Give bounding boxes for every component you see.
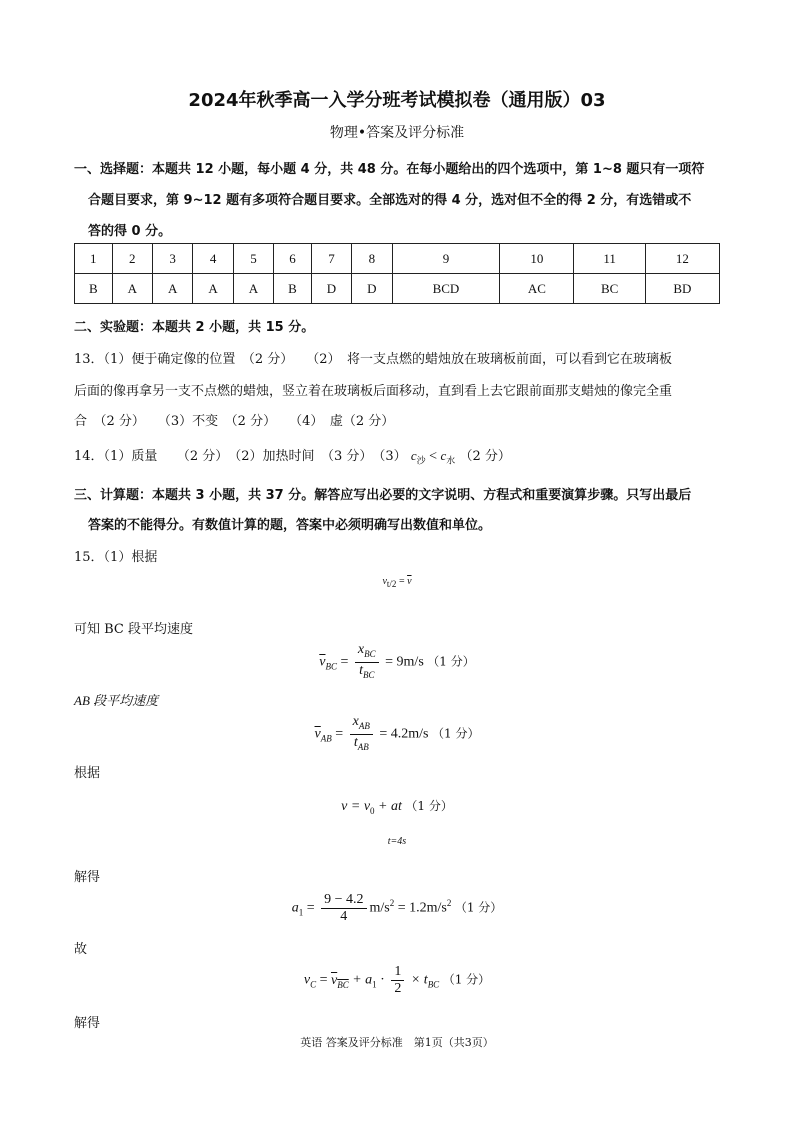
q14-sub1: 沙 <box>416 456 426 467</box>
table-cell: 1 <box>75 244 113 274</box>
eq1-lhs-sub: BC <box>325 661 337 672</box>
table-cell: AC <box>500 274 574 304</box>
eq6-num: 1 <box>391 964 404 981</box>
table-cell: 3 <box>152 244 192 274</box>
eq1-eq: = <box>337 654 352 670</box>
eq5-lhs-sub: 1 <box>298 907 304 918</box>
eq6-vbar-sub: BC <box>337 979 349 990</box>
q15-eq6 <box>0 964 794 997</box>
table-cell: A <box>233 274 273 304</box>
table-row-answers <box>75 274 720 304</box>
eq6-plus: + a <box>348 972 373 988</box>
eq5-score: （1 分） <box>454 900 503 915</box>
eq2-den-sub: AB <box>357 741 369 752</box>
eq5-eq: = <box>303 900 319 916</box>
q14-line <box>74 445 511 467</box>
q14-sub2: 水 <box>446 456 456 467</box>
eq2-den: t <box>353 734 358 750</box>
eq3-sub: 0 <box>370 805 375 816</box>
q15-eq3 <box>0 797 794 816</box>
eq3-rest: + at <box>374 799 402 814</box>
eq6-a-sub: 1 <box>372 979 377 990</box>
eq5-den: 4 <box>340 909 348 924</box>
table-cell: BCD <box>392 274 500 304</box>
page-title: 2024年秋季高一入学分班考试模拟卷（通用版）03 <box>188 90 606 111</box>
eq6-lhs-sub: C <box>310 979 317 990</box>
eq2-lhs-sub: AB <box>320 733 332 744</box>
section1-line2: 合题目要求，第 9~12 题有多项符合题目要求。全部选对的得 4 分，选对但不全的得 2 分，有选错或不 <box>88 193 692 208</box>
eq1-rhs: = 9m/s <box>381 654 424 670</box>
eq2-eq: = <box>331 726 347 742</box>
q15-text-bc: 可知 BC 段平均速度 <box>74 622 194 637</box>
q15-eq0 <box>0 576 794 589</box>
eq5-fraction <box>321 892 366 925</box>
table-cell: B <box>75 274 113 304</box>
table-cell: 12 <box>645 244 719 274</box>
eq2-rhs: = 4.2m/s <box>375 726 429 742</box>
q14-c2: c <box>440 448 447 463</box>
table-cell: 4 <box>193 244 233 274</box>
section3-line1: 三、计算题：本题共 3 小题，共 37 分。解答应写出必要的文字说明、方程式和重要演算步骤。只写出最后 <box>74 488 692 503</box>
q13-line3: 合 （2 分） （3）不变 （2 分） （4） 虚（2 分） <box>74 414 395 429</box>
table-cell: BD <box>645 274 719 304</box>
q15-eq2 <box>0 714 794 755</box>
eq5-num: 9 − 4.2 <box>321 892 366 909</box>
eq0-v: v <box>382 576 387 587</box>
section2-heading: 二、实验题：本题共 2 小题，共 15 分。 <box>74 320 315 335</box>
eq2-fraction <box>350 714 373 755</box>
eq5-rhs: = 1.2m/s <box>394 900 447 916</box>
q13-line1: 13．（1）便于确定像的位置 （2 分） （2） 将一支点燃的蜡烛放在玻璃板前面，可以看到它在玻璃板 <box>74 352 672 367</box>
page-footer: 英语 答案及评分标准 第1页（共3页） <box>300 1036 494 1049</box>
section1-line3: 答的得 0 分。 <box>88 224 172 239</box>
eq6-vbar: v <box>330 972 338 988</box>
eq0-vbar: $\overline{v}$ <box>407 576 412 587</box>
q15-text-solve1: 解得 <box>74 870 101 885</box>
q15-text-ab: AB 段平均速度 <box>74 693 159 708</box>
eq2-lhs: $\overline{v}$ <box>314 726 321 742</box>
eq6-fraction <box>391 964 404 997</box>
table-cell: B <box>274 274 312 304</box>
table-cell: A <box>112 274 152 304</box>
eq1-den: t <box>359 662 363 678</box>
table-cell: 6 <box>274 244 312 274</box>
table-cell: A <box>193 274 233 304</box>
eq6-t-sub: BC <box>427 979 440 990</box>
eq5-unit: m/s <box>369 900 390 916</box>
q13-line2: 后面的像再拿另一支不点燃的蜡烛，竖立着在玻璃板后面移动，直到看上去它跟前面那支蜡烛的像完全重 <box>74 384 673 399</box>
eq1-den-sub: BC <box>362 669 375 680</box>
table-cell: D <box>311 274 351 304</box>
q14-prefix: 14．（1）质量 （2 分） （2）加热时间 （3 分） （3） <box>74 449 407 464</box>
eq2-score: （1 分） <box>432 726 480 741</box>
q15-eq5 <box>0 892 794 925</box>
answer-table <box>74 243 720 304</box>
q15-text-gen: 根据 <box>74 766 101 781</box>
q14-c1: c <box>410 448 417 463</box>
table-cell: 7 <box>311 244 351 274</box>
table-cell: 10 <box>500 244 574 274</box>
eq2-num-sub: AB <box>358 720 370 731</box>
eq5-lhs: a <box>291 900 299 916</box>
q14-suffix: （2 分） <box>459 449 511 464</box>
q14-lt: < <box>425 449 441 464</box>
table-cell: 8 <box>352 244 392 274</box>
q15-eq4: t=4s <box>387 836 407 847</box>
q15-text-solve2: 解得 <box>74 1016 101 1031</box>
eq5-rhs-sup: 2 <box>446 898 452 909</box>
eq1-num: x <box>357 642 365 657</box>
eq6-times: × t <box>407 972 428 988</box>
eq6-lhs: v <box>303 972 311 988</box>
eq5-sup: 2 <box>389 898 395 909</box>
table-cell: 5 <box>233 244 273 274</box>
eq1-fraction <box>355 642 379 683</box>
section3-line2: 答案的不能得分。有数值计算的题，答案中必须明确写出数值和单位。 <box>88 518 492 533</box>
eq6-eq: = <box>316 972 331 988</box>
table-cell: 11 <box>574 244 645 274</box>
q15-intro: 15．（1）根据 <box>74 550 158 565</box>
q15-text-so: 故 <box>74 942 88 957</box>
eq0-eq: = <box>396 576 408 587</box>
eq3-text: v = v <box>341 799 371 814</box>
eq6-score: （1 分） <box>442 972 491 987</box>
eq1-score: （1 分） <box>427 654 475 669</box>
table-row-numbers <box>75 244 720 274</box>
eq3-score: （1 分） <box>405 799 453 813</box>
table-cell: 9 <box>392 244 500 274</box>
eq2-num: x <box>352 714 359 729</box>
table-cell: A <box>152 274 192 304</box>
table-cell: 2 <box>112 244 152 274</box>
eq1-num-sub: BC <box>364 648 376 659</box>
eq0-sub: t/2 <box>386 579 397 589</box>
table-cell: D <box>352 274 392 304</box>
eq6-den: 2 <box>394 981 402 996</box>
table-cell: BC <box>574 274 645 304</box>
eq6-dot: · <box>376 972 389 988</box>
eq1-lhs: $\overline{v}$ <box>319 654 326 670</box>
q15-eq1 <box>0 642 794 683</box>
section1-line1: 一、选择题：本题共 12 小题，每小题 4 分，共 48 分。在每小题给出的四个选项中，第 1~8 题只有一项符 <box>74 162 705 177</box>
page-subtitle: 物理•答案及评分标准 <box>329 125 465 141</box>
